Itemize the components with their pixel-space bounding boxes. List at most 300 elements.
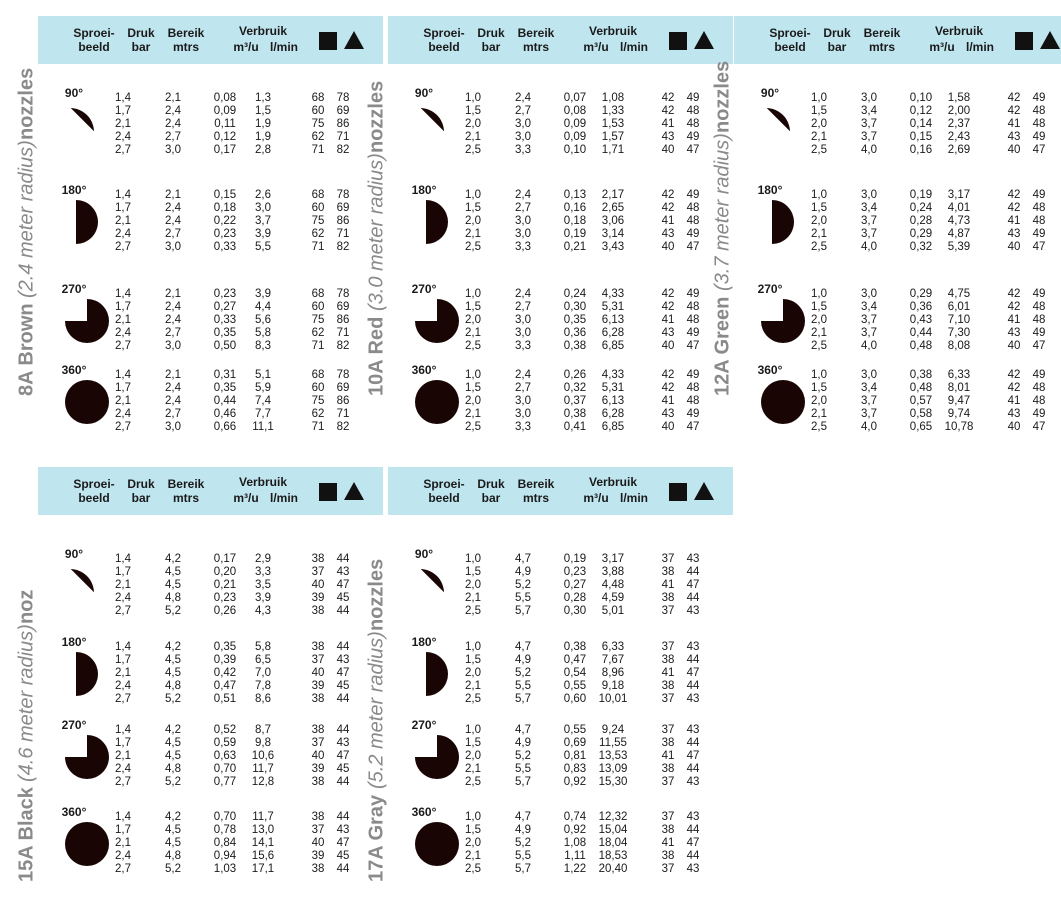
table-cell: 5,5	[255, 241, 271, 253]
table-cell: 0,38	[563, 340, 587, 352]
table-cell: 0,29	[909, 228, 933, 240]
table-cell: 3,0	[515, 327, 531, 339]
table-cell: 47	[1032, 241, 1046, 253]
table-cell: 62	[311, 327, 325, 339]
table-cell: 1,0	[465, 641, 481, 653]
table-cell: 37	[311, 566, 325, 578]
table-cell: 1,5	[465, 301, 481, 313]
table-cell: 42	[1007, 92, 1021, 104]
table-cell: 3,43	[601, 241, 625, 253]
table-row	[38, 228, 383, 241]
square-pattern-icon	[669, 32, 687, 50]
table-cell: 37	[311, 824, 325, 836]
table-cell: 43	[686, 776, 700, 788]
table-cell: 3,17	[601, 553, 625, 565]
table-cell: 39	[311, 680, 325, 692]
table-cell: 3,0	[861, 288, 877, 300]
table-cell: 2,4	[115, 131, 131, 143]
table-cell: 4,5	[165, 750, 181, 762]
table-cell: 71	[336, 408, 350, 420]
label-space	[366, 789, 389, 795]
table-cell: 8,08	[947, 340, 971, 352]
table-cell: 2,1	[811, 327, 827, 339]
table-cell: 38	[311, 724, 325, 736]
table-row	[734, 105, 1061, 118]
table-row	[388, 824, 733, 837]
table-cell: 78	[336, 288, 350, 300]
table-cell: 12,8	[251, 776, 275, 788]
table-cell: 48	[1032, 382, 1046, 394]
table-cell: 3,88	[601, 566, 625, 578]
table-cell: 0,10	[909, 92, 933, 104]
table-row	[734, 301, 1061, 314]
table-cell: 37	[661, 693, 675, 705]
table-cell: 41	[661, 395, 675, 407]
table-cell: 0,47	[213, 680, 237, 692]
label-space	[712, 291, 735, 297]
table-row	[734, 382, 1061, 395]
table-cell: 0,28	[563, 592, 587, 604]
table-cell: 3,17	[947, 189, 971, 201]
table-cell: 2,1	[465, 592, 481, 604]
table-cell: 4,8	[165, 680, 181, 692]
model-suffix: noz	[15, 589, 38, 624]
table-cell: 7,4	[255, 395, 271, 407]
table-cell: 0,70	[213, 811, 237, 823]
table-cell: 0,60	[563, 693, 587, 705]
table-cell: 0,26	[213, 605, 237, 617]
header-usage: Verbruik	[934, 24, 984, 38]
table-row	[38, 369, 383, 382]
table-cell: 42	[661, 92, 675, 104]
table-cell: 2,00	[947, 105, 971, 117]
table-cell: 0,36	[909, 301, 933, 313]
table-cell: 2,1	[115, 314, 131, 326]
table-cell: 42	[661, 382, 675, 394]
table-cell: 6,13	[601, 314, 625, 326]
table-cell: 0,74	[563, 811, 587, 823]
table-row	[38, 301, 383, 314]
table-cell: 2,5	[465, 776, 481, 788]
table-body	[388, 16, 733, 436]
table-cell: 71	[336, 131, 350, 143]
triangle-pattern-icon	[344, 31, 364, 49]
table-cell: 69	[336, 105, 350, 117]
table-cell: 0,36	[563, 327, 587, 339]
table-cell: 40	[661, 421, 675, 433]
table-cell: 0,35	[213, 641, 237, 653]
table-cell: 1,0	[465, 288, 481, 300]
table-cell: 11,1	[252, 421, 274, 433]
table-row	[388, 863, 733, 876]
square-pattern-icon	[319, 32, 337, 50]
header-lmin: l/min	[269, 40, 298, 54]
table-cell: 3,3	[515, 340, 531, 352]
table-cell: 2,7	[515, 382, 531, 394]
table-row	[388, 693, 733, 706]
table-cell: 0,10	[563, 144, 587, 156]
table-cell: 4,5	[165, 566, 181, 578]
table-body	[38, 16, 383, 436]
table-cell: 3,0	[861, 92, 877, 104]
table-cell: 6,5	[255, 654, 271, 666]
table-cell: 3,0	[515, 131, 531, 143]
table-cell: 47	[1032, 144, 1046, 156]
model-suffix: nozzles	[365, 81, 388, 154]
table-row	[388, 369, 733, 382]
table-cell: 71	[336, 327, 350, 339]
table-cell: 48	[1032, 301, 1046, 313]
table-cell: 5,8	[255, 327, 271, 339]
table-cell: 0,18	[563, 215, 587, 227]
table-cell: 44	[336, 693, 350, 705]
angle-label: 270°	[757, 282, 783, 296]
table-row	[38, 667, 383, 680]
table-cell: 7,7	[255, 408, 271, 420]
table-cell: 6,13	[601, 395, 625, 407]
table-cell: 43	[686, 605, 700, 617]
table-cell: 6,28	[601, 327, 625, 339]
angle-label: 90°	[760, 86, 780, 100]
table-row	[388, 667, 733, 680]
angle-label: 90°	[64, 86, 84, 100]
table-row	[38, 680, 383, 693]
table-cell: 5,2	[515, 750, 531, 762]
table-cell: 3,0	[515, 118, 531, 130]
table-row	[38, 189, 383, 202]
angle-label: 360°	[411, 363, 437, 377]
table-cell: 10,01	[598, 693, 628, 705]
table-cell: 0,55	[563, 724, 587, 736]
table-cell: 2,1	[115, 579, 131, 591]
table-row	[38, 750, 383, 763]
table-cell: 1,7	[115, 737, 131, 749]
angle-label: 90°	[414, 547, 434, 561]
table-cell: 4,8	[165, 592, 181, 604]
table-cell: 0,23	[213, 228, 237, 240]
table-cell: 2,4	[115, 327, 131, 339]
table-row	[734, 314, 1061, 327]
model-name: 12A Green	[711, 296, 734, 396]
table-cell: 37	[661, 641, 675, 653]
table-row	[388, 92, 733, 105]
table-cell: 1,7	[115, 301, 131, 313]
table-cell: 40	[661, 241, 675, 253]
table-cell: 43	[661, 131, 675, 143]
table-row	[388, 592, 733, 605]
angle-label: 180°	[61, 183, 87, 197]
table-cell: 47	[686, 750, 700, 762]
table-cell: 9,8	[255, 737, 271, 749]
table-cell: 4,9	[515, 824, 531, 836]
table-cell: 3,0	[165, 241, 181, 253]
table-cell: 0,12	[213, 131, 237, 143]
table-cell: 41	[1007, 118, 1021, 130]
model-suffix: nozzles	[365, 559, 388, 632]
header-pattern: Sproei- beeld	[769, 26, 811, 54]
table-cell: 2,0	[811, 215, 827, 227]
table-row	[38, 837, 383, 850]
table-cell: 3,14	[601, 228, 625, 240]
table-cell: 7,10	[947, 314, 971, 326]
header-range: Bereik mtrs	[517, 26, 555, 54]
table-cell: 0,38	[563, 641, 587, 653]
table-row	[388, 340, 733, 353]
table-cell: 4,2	[165, 724, 181, 736]
table-cell: 13,53	[598, 750, 628, 762]
table-cell: 4,5	[165, 837, 181, 849]
angle-label: 180°	[411, 635, 437, 649]
table-cell: 1,0	[465, 92, 481, 104]
table-row	[38, 327, 383, 340]
table-cell: 1,7	[115, 824, 131, 836]
table-cell: 1,4	[115, 811, 131, 823]
table-cell: 43	[1007, 408, 1021, 420]
table-cell: 0,07	[563, 92, 587, 104]
table-cell: 2,5	[811, 144, 827, 156]
table-cell: 48	[686, 382, 700, 394]
table-cell: 4,01	[947, 202, 971, 214]
table-cell: 4,9	[515, 654, 531, 666]
table-cell: 4,5	[165, 737, 181, 749]
table-cell: 5,2	[515, 837, 531, 849]
angle-label: 270°	[61, 282, 87, 296]
table-cell: 71	[311, 144, 325, 156]
table-cell: 3,0	[515, 215, 531, 227]
header-usage: Verbruik	[588, 24, 638, 38]
table-cell: 6,33	[601, 641, 625, 653]
table-cell: 6,85	[601, 340, 625, 352]
table-cell: 44	[686, 654, 700, 666]
table-cell: 3,9	[255, 288, 271, 300]
table-cell: 2,7	[115, 863, 131, 875]
table-cell: 68	[311, 189, 325, 201]
table-row	[38, 241, 383, 254]
table-cell: 48	[686, 395, 700, 407]
table-cell: 48	[1032, 395, 1046, 407]
table-cell: 15,6	[251, 850, 275, 862]
table-cell: 2,0	[465, 667, 481, 679]
table-cell: 43	[686, 693, 700, 705]
table-cell: 6,01	[947, 301, 971, 313]
table-cell: 0,92	[563, 776, 587, 788]
table-cell: 1,0	[465, 553, 481, 565]
table-cell: 11,7	[252, 811, 274, 823]
table-cell: 2,43	[947, 131, 971, 143]
table-cell: 2,1	[115, 395, 131, 407]
table-row	[38, 850, 383, 863]
table-row	[388, 314, 733, 327]
table-header	[734, 16, 1061, 64]
table-cell: 48	[1032, 202, 1046, 214]
table-cell: 2,7	[165, 327, 181, 339]
table-cell: 2,7	[515, 105, 531, 117]
table-cell: 18,04	[598, 837, 628, 849]
table-cell: 47	[1032, 340, 1046, 352]
table-cell: 49	[686, 288, 700, 300]
table-cell: 4,0	[861, 144, 877, 156]
table-cell: 0,42	[213, 667, 237, 679]
table-cell: 47	[1032, 421, 1046, 433]
table-row	[38, 863, 383, 876]
table-cell: 4,0	[861, 421, 877, 433]
table-cell: 5,2	[515, 579, 531, 591]
table-cell: 0,29	[909, 288, 933, 300]
table-cell: 2,7	[115, 776, 131, 788]
table-cell: 5,5	[515, 680, 531, 692]
table-cell: 1,57	[601, 131, 625, 143]
table-cell: 40	[1007, 421, 1021, 433]
table-header	[388, 467, 733, 515]
table-cell: 2,9	[255, 553, 271, 565]
table-cell: 37	[661, 863, 675, 875]
table-cell: 3,0	[861, 369, 877, 381]
model-suffix: nozzles	[711, 61, 734, 134]
table-cell: 3,0	[165, 144, 181, 156]
table-cell: 2,7	[515, 202, 531, 214]
table-cell: 1,7	[115, 202, 131, 214]
header-pattern: Sproei- beeld	[423, 477, 465, 505]
table-cell: 2,0	[465, 750, 481, 762]
table-cell: 2,0	[811, 314, 827, 326]
table-cell: 62	[311, 228, 325, 240]
table-cell: 8,7	[255, 724, 271, 736]
table-cell: 0,27	[213, 301, 237, 313]
table-cell: 13,0	[251, 824, 275, 836]
table-cell: 40	[311, 837, 325, 849]
table-cell: 42	[1007, 202, 1021, 214]
table-cell: 45	[336, 763, 350, 775]
table-cell: 82	[336, 241, 350, 253]
table-cell: 2,7	[115, 693, 131, 705]
model-radius: (4.6 meter radius)	[15, 623, 38, 782]
table-cell: 1,08	[563, 837, 587, 849]
table-row	[38, 202, 383, 215]
table-cell: 0,15	[909, 131, 933, 143]
table-cell: 49	[1032, 288, 1046, 300]
table-cell: 42	[661, 301, 675, 313]
table-cell: 0,11	[214, 118, 236, 130]
table-cell: 75	[311, 314, 325, 326]
table-row	[38, 811, 383, 824]
table-row	[38, 737, 383, 750]
header-pressure: Druk bar	[127, 26, 155, 54]
table-cell: 0,44	[213, 395, 237, 407]
table-cell: 2,1	[465, 680, 481, 692]
table-row	[38, 395, 383, 408]
label-space	[16, 782, 39, 788]
table-cell: 4,5	[165, 824, 181, 836]
table-row	[388, 680, 733, 693]
table-cell: 4,33	[601, 369, 625, 381]
table-cell: 2,5	[465, 144, 481, 156]
table-row	[388, 241, 733, 254]
table-cell: 60	[311, 105, 325, 117]
angle-label: 360°	[411, 805, 437, 819]
table-cell: 5,2	[165, 863, 181, 875]
table-cell: 44	[686, 737, 700, 749]
table-cell: 2,6	[255, 189, 271, 201]
table-cell: 0,38	[909, 369, 933, 381]
table-cell: 8,01	[947, 382, 971, 394]
header-range: Bereik mtrs	[863, 26, 901, 54]
table-cell: 3,7	[861, 395, 877, 407]
table-cell: 60	[311, 382, 325, 394]
table-cell: 49	[686, 408, 700, 420]
table-cell: 2,0	[465, 118, 481, 130]
table-cell: 39	[311, 592, 325, 604]
table-cell: 2,0	[465, 579, 481, 591]
table-cell: 2,4	[515, 288, 531, 300]
table-cell: 1,9	[255, 118, 271, 130]
table-cell: 68	[311, 288, 325, 300]
table-cell: 37	[311, 737, 325, 749]
table-row	[388, 408, 733, 421]
table-cell: 1,4	[115, 369, 131, 381]
header-range: Bereik mtrs	[167, 477, 205, 505]
header-pressure: Druk bar	[477, 477, 505, 505]
table-cell: 9,74	[947, 408, 971, 420]
table-cell: 0,33	[213, 314, 237, 326]
table-cell: 1,0	[811, 92, 827, 104]
table-cell: 2,7	[115, 340, 131, 352]
header-lmin: l/min	[269, 491, 298, 505]
header-m3: m³/u	[233, 40, 259, 54]
table-cell: 38	[661, 566, 675, 578]
table-cell: 43	[661, 327, 675, 339]
table-cell: 71	[311, 241, 325, 253]
table-row	[734, 92, 1061, 105]
table-cell: 2,65	[601, 202, 625, 214]
table-cell: 86	[336, 395, 350, 407]
table-cell: 68	[311, 369, 325, 381]
table-cell: 3,0	[165, 340, 181, 352]
table-row	[388, 131, 733, 144]
table-cell: 4,75	[947, 288, 971, 300]
table-cell: 4,8	[165, 763, 181, 775]
table-cell: 0,21	[563, 241, 587, 253]
table-row	[38, 605, 383, 618]
table-cell: 1,5	[811, 301, 827, 313]
table-cell: 43	[336, 824, 350, 836]
table-cell: 0,69	[563, 737, 587, 749]
table-cell: 5,7	[515, 605, 531, 617]
model-name: 10A Red	[365, 316, 388, 396]
table-cell: 0,70	[213, 763, 237, 775]
table-cell: 5,2	[165, 693, 181, 705]
table-cell: 38	[661, 654, 675, 666]
table-cell: 1,11	[564, 850, 586, 862]
table-cell: 39	[311, 850, 325, 862]
table-cell: 75	[311, 395, 325, 407]
table-cell: 3,4	[861, 382, 877, 394]
table-cell: 1,5	[465, 654, 481, 666]
table-cell: 0,24	[909, 202, 933, 214]
table-cell: 2,4	[165, 314, 181, 326]
header-pressure: Druk bar	[127, 477, 155, 505]
table-row	[388, 215, 733, 228]
table-cell: 2,7	[165, 228, 181, 240]
table-cell: 44	[336, 724, 350, 736]
header-pressure: Druk bar	[823, 26, 851, 54]
table-row	[38, 215, 383, 228]
table-cell: 0,35	[563, 314, 587, 326]
table-cell: 3,4	[861, 105, 877, 117]
angle-label: 180°	[757, 183, 783, 197]
table-cell: 1,4	[115, 288, 131, 300]
table-row	[388, 144, 733, 157]
table-cell: 42	[661, 105, 675, 117]
